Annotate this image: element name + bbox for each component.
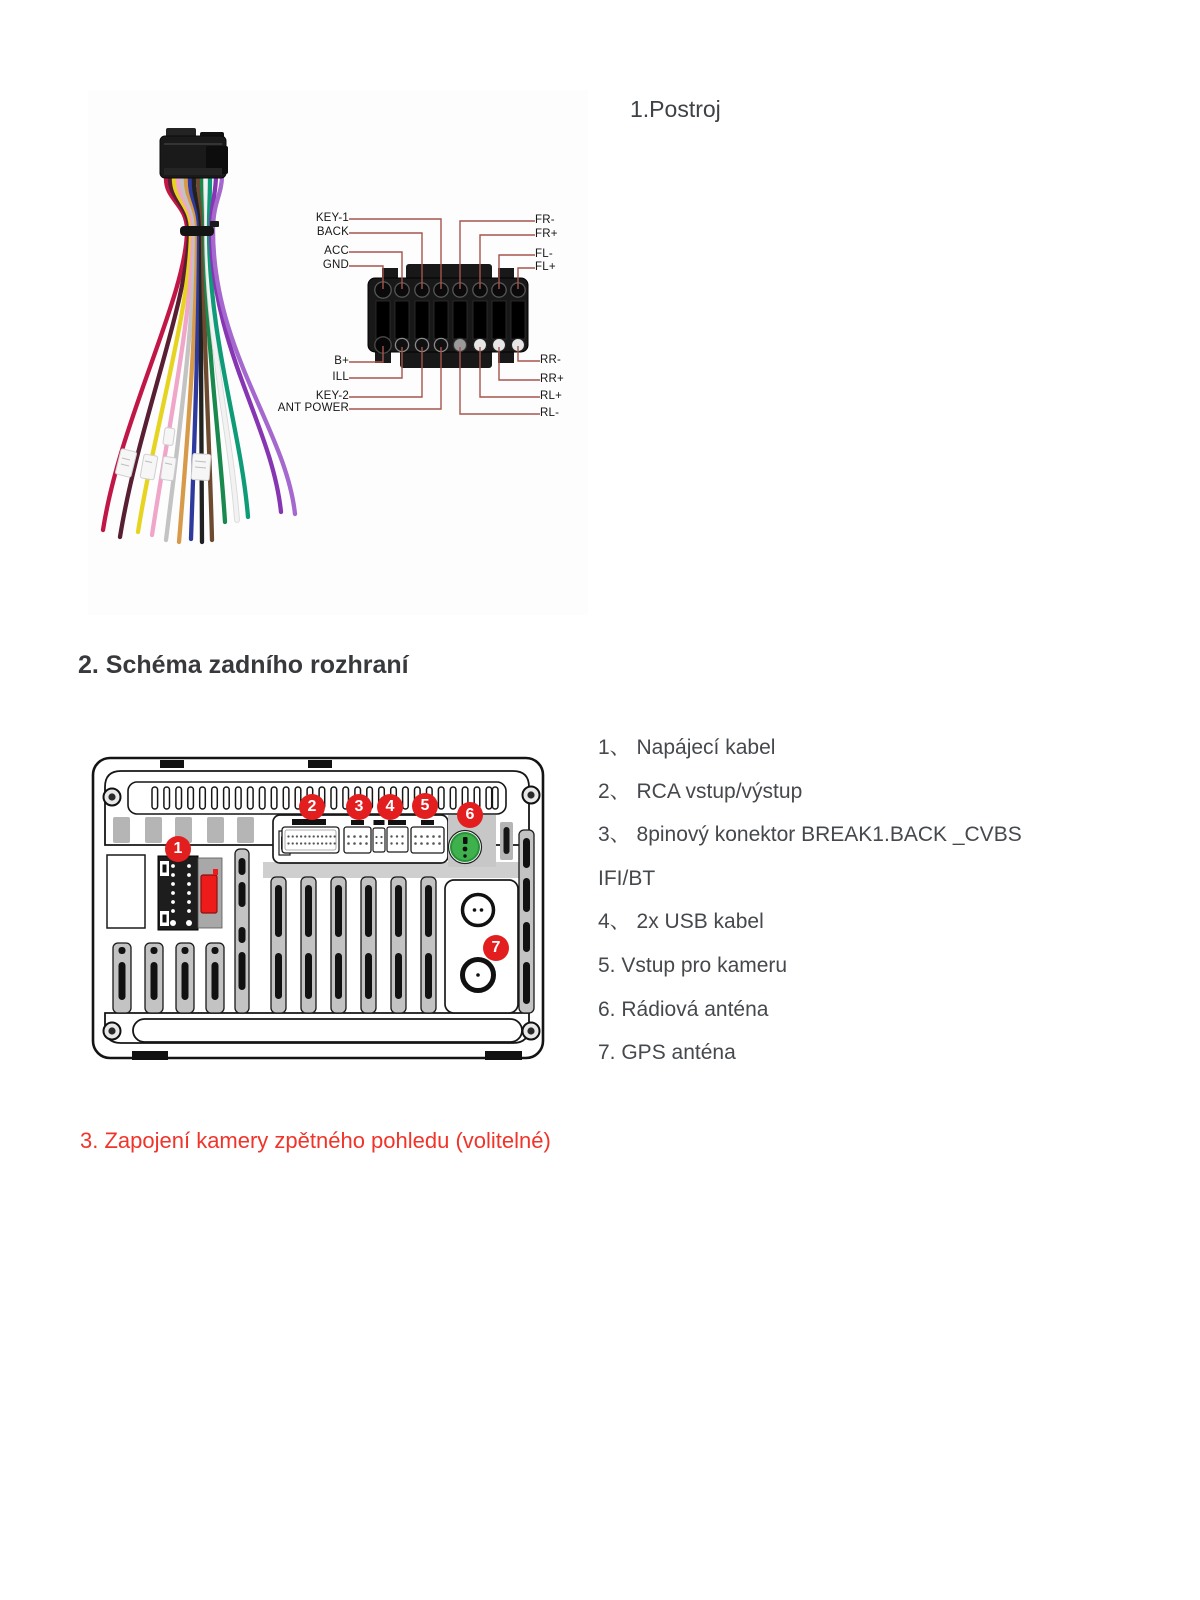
pin-label-fr-plus: FR+	[535, 228, 558, 240]
section-3-heading: 3. Zapojení kamery zpětného pohledu (volitelné)	[80, 1128, 551, 1153]
pin-label-key2: KEY-2	[315, 390, 349, 402]
harness-connector	[160, 128, 228, 178]
legend-item-7: 7. GPS anténa	[598, 1041, 736, 1065]
marker-5: 5	[412, 793, 438, 819]
power-connector	[158, 856, 222, 930]
radio-antenna-connector	[449, 831, 482, 864]
pin-label-fr-minus: FR-	[535, 214, 555, 226]
pin-label-ant-power: ANT POWER	[277, 402, 349, 414]
pin-label-rl-plus: RL+	[540, 390, 563, 402]
marker-2: 2	[299, 794, 325, 820]
legend-item-5: 5. Vstup pro kameru	[598, 953, 788, 977]
section-1-heading: 1.Postroj	[630, 96, 721, 122]
pin-label-rl-minus: RL-	[540, 407, 560, 419]
legend-list	[598, 726, 1022, 1075]
pin-label-acc: ACC	[324, 245, 349, 257]
pin-label-rr-plus: RR+	[540, 373, 564, 385]
legend-item-3: 3、 8pinový konektor BREAK1.BACK _CVBS	[598, 823, 1022, 847]
legend-item-2: 2、 RCA vstup/výstup	[598, 779, 803, 803]
legend-item-4: 4、 2x USB kabel	[598, 910, 764, 934]
section-2-heading: 2. Schéma zadního rozhraní	[78, 651, 409, 679]
marker-1: 1	[165, 836, 191, 862]
rear-panel-illustration	[85, 735, 545, 1060]
pin-label-rr-minus: RR-	[540, 354, 562, 366]
marker-3: 3	[346, 794, 372, 820]
pin-label-key1: KEY-1	[315, 212, 349, 224]
connector-pinout-diagram	[270, 205, 570, 425]
pin-label-fl-minus: FL-	[535, 248, 553, 260]
marker-6: 6	[457, 802, 483, 828]
rear-panel-diagram	[85, 735, 545, 1060]
pin-label-b-plus: B+	[334, 355, 349, 367]
pin-label-ill: ILL	[332, 371, 349, 383]
pin-label-fl-plus: FL+	[535, 261, 556, 273]
pin-label-gnd: GND	[322, 259, 349, 271]
marker-7: 7	[483, 935, 509, 961]
pin-label-back: BACK	[316, 226, 349, 238]
legend-item-3-wrap: IFI/BT	[598, 866, 656, 890]
legend-item-1: 1、 Napájecí kabel	[598, 736, 776, 759]
marker-4: 4	[377, 794, 403, 820]
legend-item-6: 6. Rádiová anténa	[598, 997, 769, 1021]
